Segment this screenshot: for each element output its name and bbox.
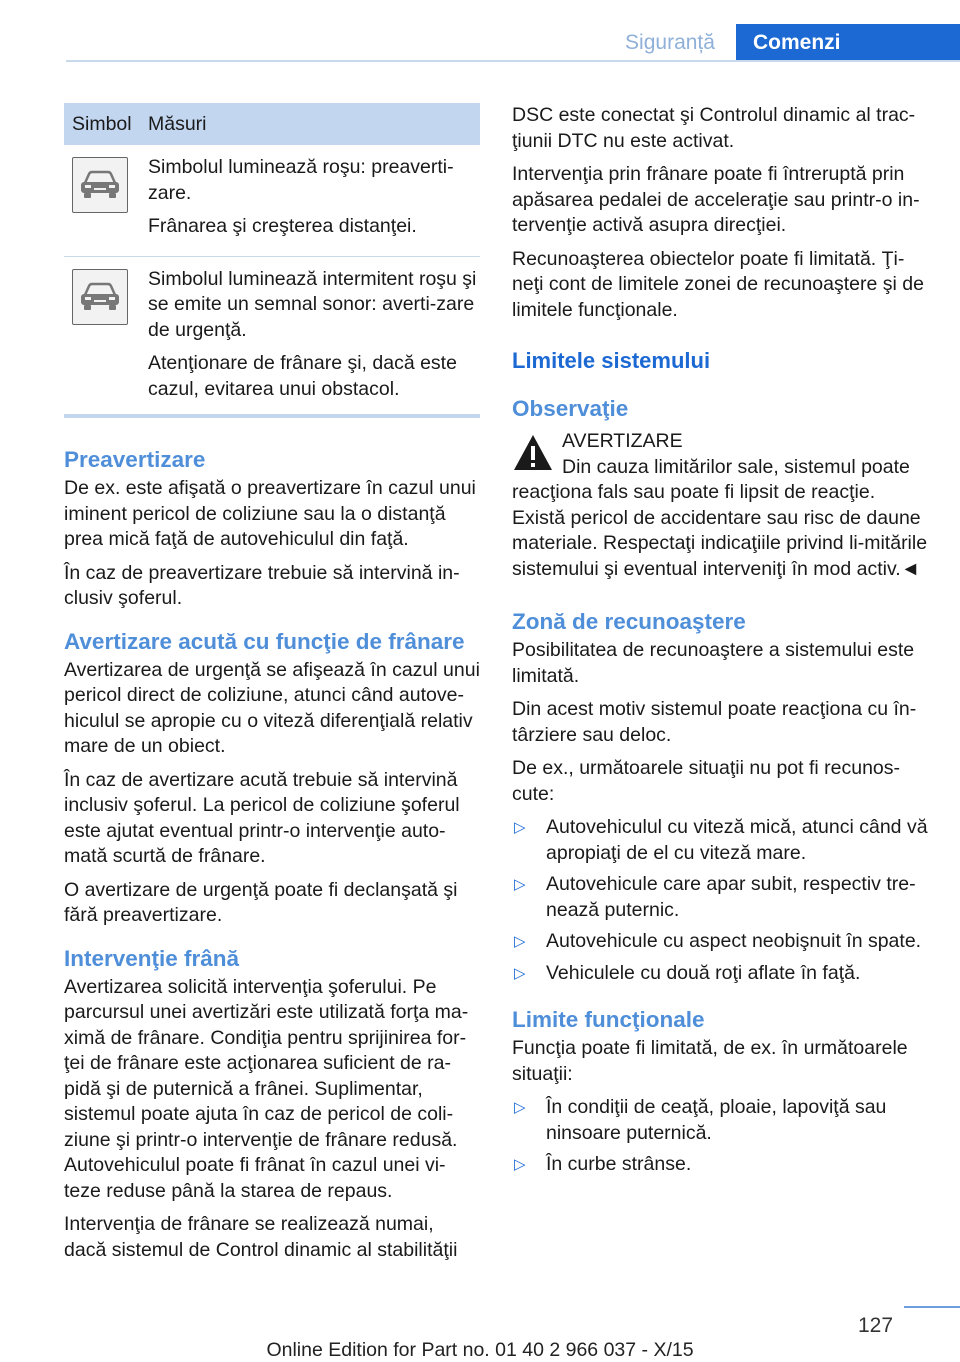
list-item: ▷ În condiţii de ceaţă, ploaie, lapoviţă sau ninsoare puternică.	[514, 1096, 887, 1144]
table-row	[64, 145, 480, 256]
symbol-table	[64, 103, 480, 418]
paragraph: Recunoaşterea obiectelor poate fi limitată. Ţi-neţi cont de limitele zonei de recunoaştere şi de limitele funcţionale.	[512, 247, 924, 321]
page-number: 127	[858, 1314, 894, 1337]
header-rule	[66, 60, 960, 62]
conditions-list	[512, 1095, 932, 1178]
bullet-icon: ▷	[514, 1156, 526, 1173]
table-cell-text: Atenţionare de frânare şi, dacă este cazul, evitarea unui obstacol.	[148, 352, 457, 400]
table-cell-text: Frânarea şi creşterea distanţei.	[148, 215, 417, 237]
situations-list	[512, 815, 932, 986]
table-cell-text: Simbolul luminează roşu: preaverti-zare.	[148, 156, 454, 204]
list-item: ▷ În curbe strânse.	[512, 1152, 932, 1178]
heading-limitele-sistemului: Limitele sistemului	[512, 348, 711, 373]
right-column	[512, 103, 932, 1188]
header-section-label[interactable]: Siguranță	[625, 31, 715, 54]
car-warning-icon	[72, 157, 128, 213]
bullet-icon: ▷	[514, 1099, 526, 1116]
paragraph: Posibilitatea de recunoaştere a sistemului este limitată.	[512, 639, 915, 687]
table-header-symbol: Simbol	[64, 103, 144, 145]
paragraph: Avertizarea de urgenţă se afişează în cazul unui pericol direct de coliziune, atunci când autove-hiculul se apropie cu o viteză diferenţială relativ mare de un obiect.	[64, 658, 480, 757]
paragraph: Avertizarea solicită intervenţia şoferului. Pe parcursul unei avertizări este utilizată forţa ma-ximă de frânare. Condiţia pentru sprijinirea for-ţei de frânare este acţionarea suficient de ra-pidă şi de puternică a frânei. Suplimentar, sistemul poate ajuta în caz de pericol de coli-ziune şi printr-o intervenţie de frânare redusă. Autovehiculul poate fi frânat în cazul unei vi-teze reduse până la starea de repaus.	[64, 975, 469, 1202]
warning-box	[512, 429, 932, 582]
car-warning-icon	[72, 269, 128, 325]
paragraph: Funcţia poate fi limitată, de ex. în următoarele situaţii:	[512, 1037, 908, 1085]
heading-interventie-frana: Intervenţie frână	[64, 945, 240, 971]
heading-avertizare-acuta: Avertizare acută cu funcţie de frânare	[64, 628, 465, 654]
table-header-measures: Măsuri	[144, 103, 480, 145]
paragraph: Intervenţia prin frânare poate fi întreruptă prin apăsarea pedalei de acceleraţie sau printr-o in-tervenţie activă asupra direcţiei.	[512, 163, 920, 236]
bullet-icon: ▷	[514, 876, 526, 893]
bullet-icon: ▷	[514, 964, 526, 982]
footer-rule	[904, 1306, 960, 1308]
header-chapter-tab[interactable]: Comenzi	[736, 24, 960, 62]
bullet-icon: ▷	[514, 933, 526, 950]
left-column	[64, 103, 480, 1271]
heading-preavertizare: Preavertizare	[64, 447, 206, 472]
table-cell-text: Simbolul luminează intermitent roşu şi se emite un semnal sonor: averti-zare de urgenţă.	[148, 267, 477, 341]
warning-title: AVERTIZARE	[562, 430, 683, 452]
paragraph: De ex. este afişată o preavertizare în cazul unui iminent pericol de coliziune sau la o distanţă prea mică faţă de autovehiculul din faţă.	[64, 477, 476, 550]
warning-triangle-icon	[512, 432, 554, 474]
warning-text: Din cauza limitărilor sale, sistemul poate reacţiona fals sau poate fi lipsit de reacţie. Există pericol de accidentare sau risc de daune materiale. Respectaţi indicaţiile privind li-mitările sistemului şi eventual interveniţi în mod activ.◄	[512, 455, 928, 580]
list-item: ▷ Autovehiculul cu viteză mică, atunci când vă apropiaţi de el cu viteză mare.	[514, 816, 928, 864]
paragraph: Intervenţia de frânare se realizează numai, dacă sistemul de Control dinamic al stabilităţii	[64, 1213, 458, 1261]
paragraph: Din acest motiv sistemul poate reacţiona cu în-târziere sau deloc.	[512, 698, 917, 746]
paragraph: În caz de avertizare acută trebuie să intervină inclusiv şoferul. La pericol de coliziune şoferul este ajutat eventual printr-o intervenţie auto-mată scurtă de frânare.	[64, 768, 460, 867]
bullet-icon: ▷	[514, 819, 526, 836]
edition-footer: Online Edition for Part no. 01 40 2 966 037 - X/15	[266, 1339, 694, 1361]
table-row	[64, 256, 480, 416]
list-item: ▷ Autovehicule care apar subit, respectiv tre-nează puternic.	[514, 873, 916, 921]
paragraph: De ex., următoarele situaţii nu pot fi recunos-cute:	[512, 757, 901, 805]
list-item: ▷ Autovehicule cu aspect neobişnuit în spate.	[512, 929, 932, 955]
heading-limite-functionale: Limite funcţionale	[512, 1007, 705, 1032]
heading-zona-recunoastere: Zonă de recunoaştere	[512, 609, 746, 634]
paragraph: DSC este conectat şi Controlul dinamic al trac-ţiunii DTC nu este activat.	[512, 104, 916, 152]
list-item: ▷ Vehiculele cu două roţi aflate în faţă.	[512, 961, 932, 987]
paragraph: O avertizare de urgenţă poate fi declanşată şi fără preavertizare.	[64, 878, 458, 926]
paragraph: În caz de preavertizare trebuie să intervină in-clusiv şoferul.	[64, 561, 460, 609]
table-header-row	[64, 103, 480, 145]
heading-observatie: Observaţie	[512, 396, 629, 421]
